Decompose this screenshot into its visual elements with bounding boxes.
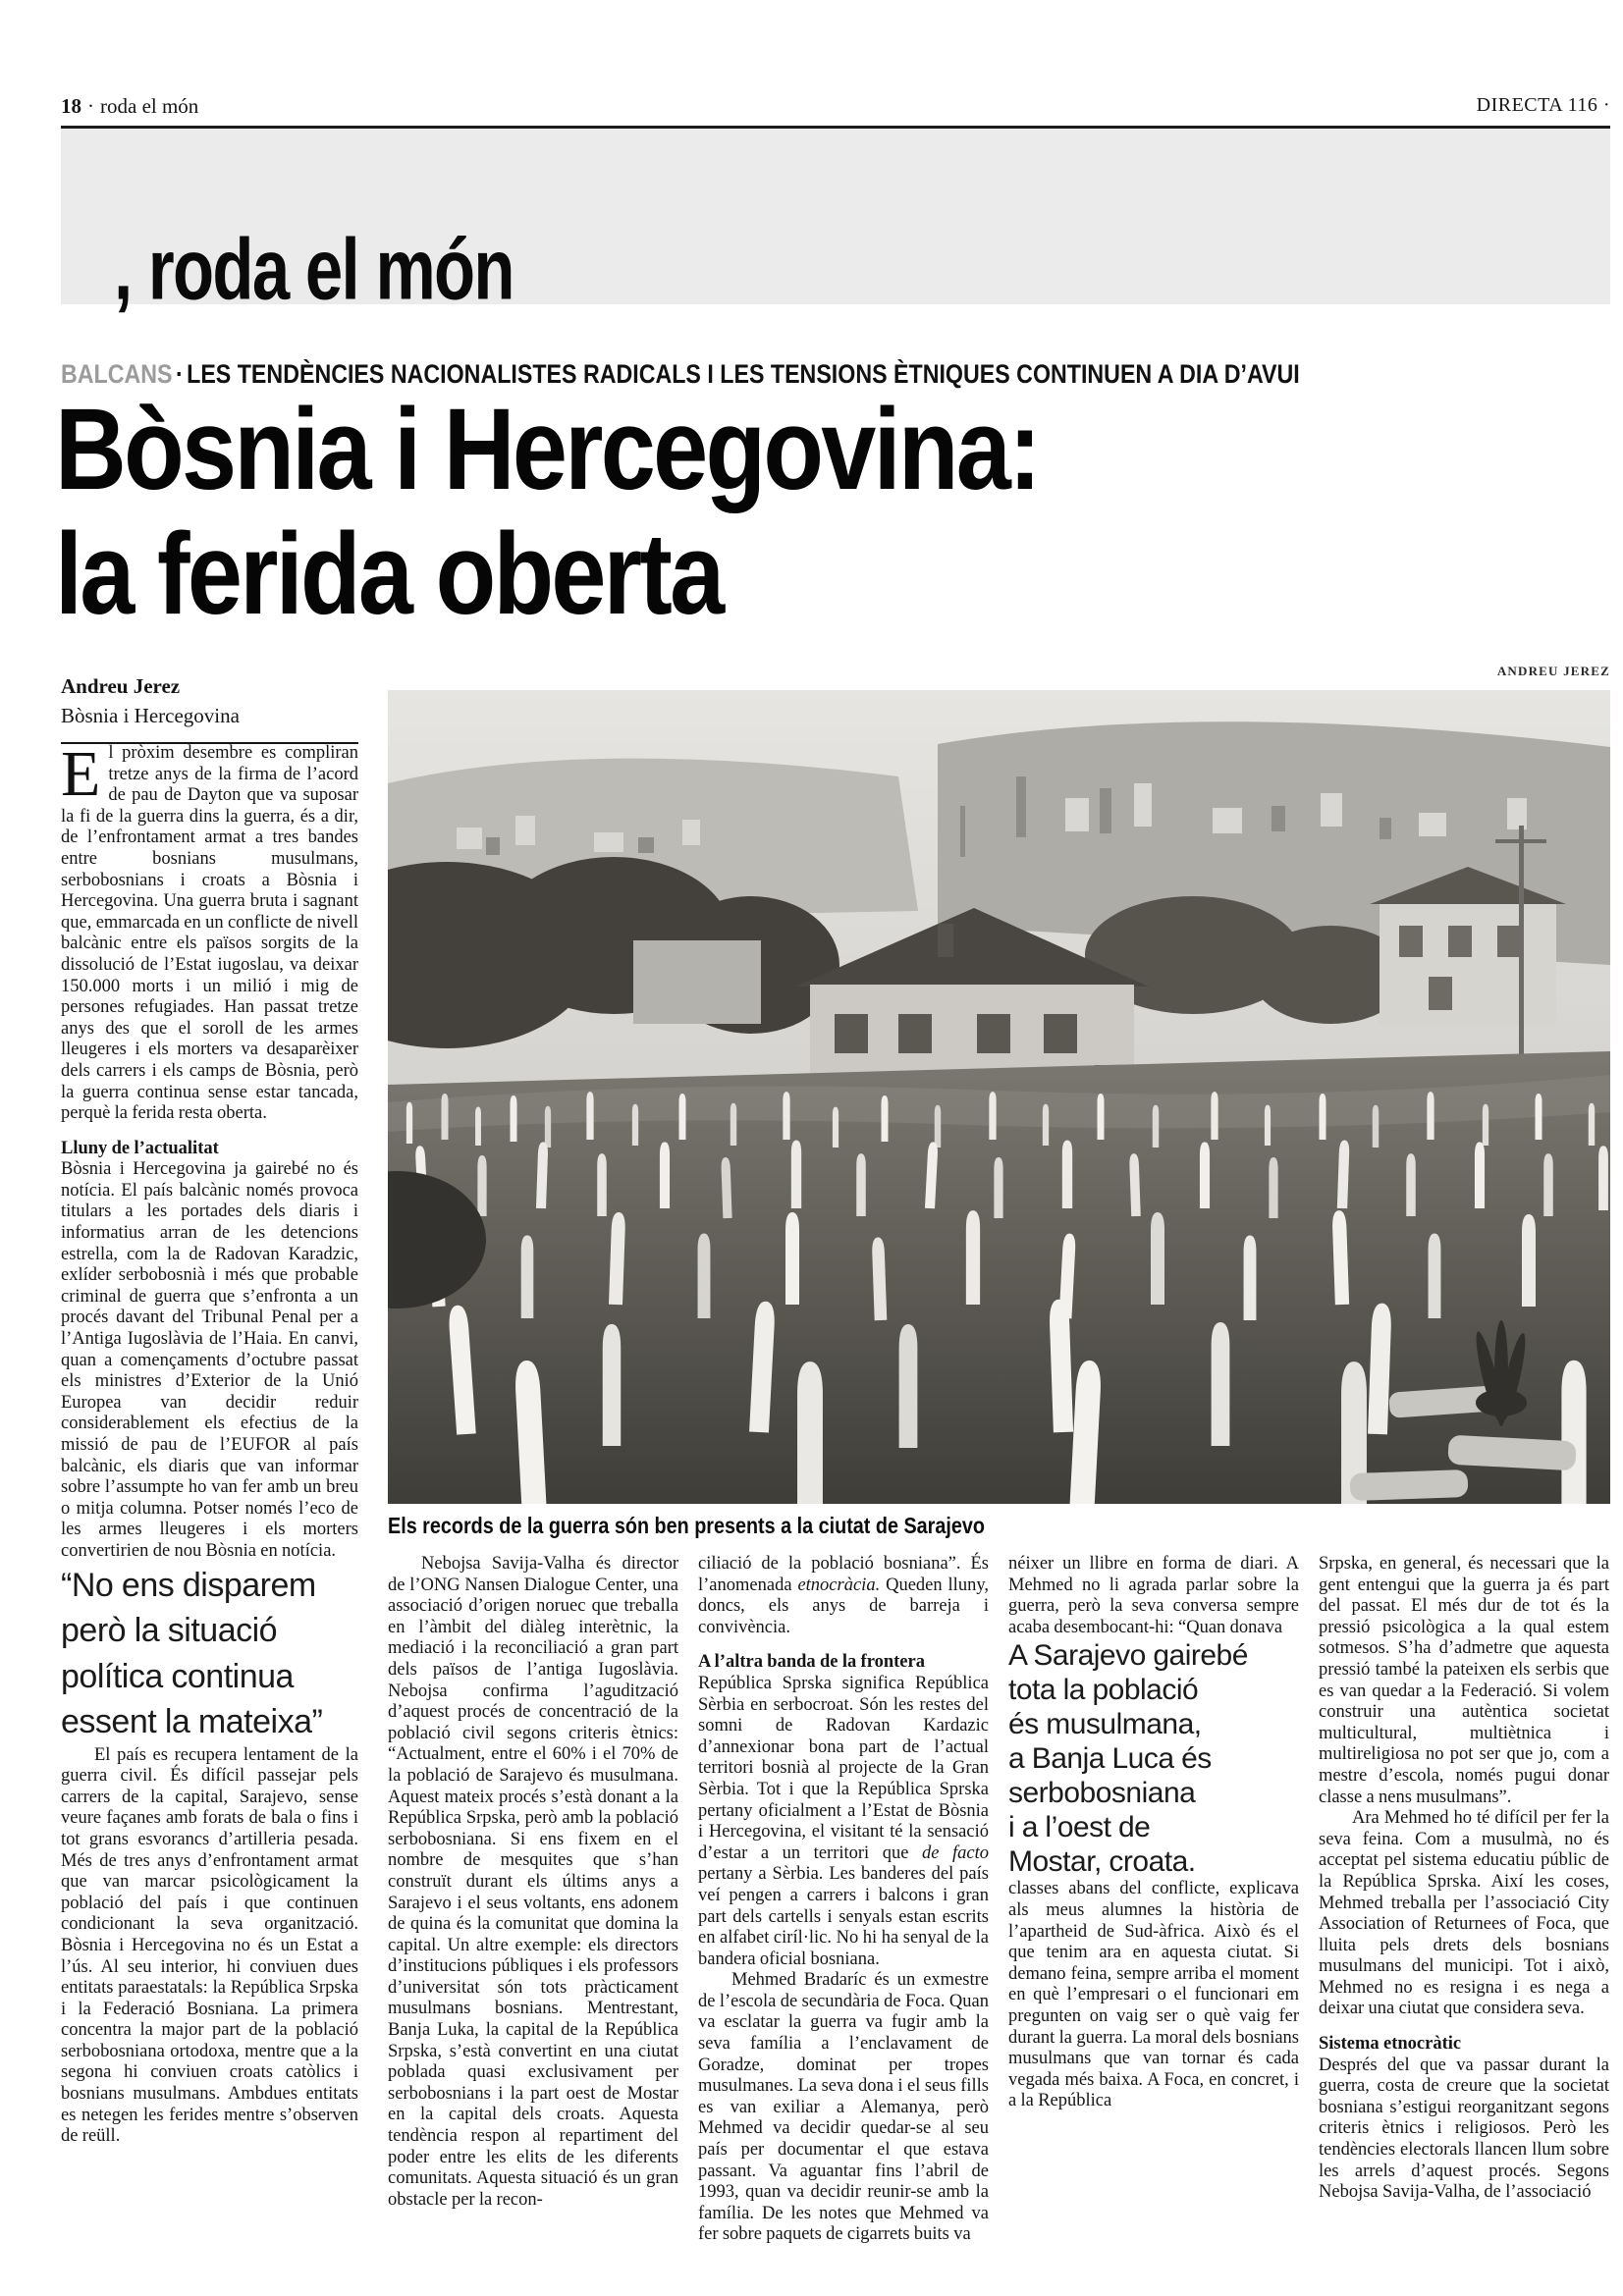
subhead-lluny: Lluny de l’actualitat [61, 1138, 219, 1158]
kicker-text: LES TENDÈNCIES NACIONALISTES RADICALS I LES TENSIONS ÈTNIQUES CONTINUEN A DIA D’AVUI [187, 359, 1300, 389]
kicker-separator: · [175, 359, 184, 389]
byline-location: Bòsnia i Hercegovina [61, 704, 240, 727]
article-column-2 [388, 1554, 678, 2246]
cemetery-photo-illustration [388, 690, 1610, 1504]
section-banner [61, 129, 1610, 318]
paragraph: Ara Mehmed ho té difícil per fer la seva feina. Com a musulmà, no és acceptat pel sistema educatiu públic de la República Sprska. Així les coses, Mehmed treballa per l’associació City Association of Returnees of Foca, que lluita pels drets dels bosnians musulmans del municipi. Tot i això, Mehmed no es resigna i es nega a deixar una ciutat que considera seva. [1319, 1808, 1609, 2019]
subhead-frontera: A l’altra banda de la frontera [698, 1652, 925, 1673]
folio-left [61, 94, 198, 119]
paragraph: néixer un llibre en forma de diari. A Mehmed no li agrada parlar sobre la guerra, però la seva conversa sempre acaba desembocant-hi: “Quan donava [1008, 1554, 1299, 1637]
drop-cap: E [61, 738, 101, 810]
photo-caption: Els records de la guerra són ben presents a la ciutat de Sarajevo [388, 1513, 985, 1538]
paragraph: Mehmed Bradaríc és un exmestre de l’escola de secundària de Foca. Quan va esclatar la guerra va fugir amb la seva família a l’enclavament de Goradze, dominat per tropes musulmanes. La seva dona i el seus fills es van exiliar a Alemanya, però Mehmed va decidir quedar-se al seu país per documentar el que estava passant. Va aguantar fins l’abril de 1993, quan va decidir reunir-se amb la família. De les notes que Mehmed va fer sobre paquets de cigarrets buits va [698, 1970, 989, 2245]
article-column-1 [61, 738, 358, 2148]
section-name: roda el món [100, 94, 199, 118]
paragraph: Nebojsa Savija-Valha és director de l’ONG Nansen Dialogue Center, una associació d’origen noruec que treballa en l’àmbit del diàleg interètnic, la mediació i la reconciliació a gran part dels països de l’antiga Iugoslàvia. Nebojsa confirma l’agudització d’aquest procés de concentració de la població civil segons criteris ètnics: “Actualment, entre el 60% i el 70% de la població de Sarajevo és musulmana. Aquest mateix procés s’està donant a la República Srpska, però amb la població serbobosniana. Si ens fixem en el nombre de mesquites que s’han construït durant els últims anys a Sarajevo i el seus voltants, ens adonem de quina és la comunitat que domina la capital. Un altre exemple: els directors d’institucions públiques i els professors d’universitat són tots pràcticament musulmans bosnians. Mentrestant, Banja Luka, la capital de la República Srpska, s’està convertint en una ciutat poblada quasi exclusivament per serbobosnians i la part oest de Mostar en la capital dels croats. Aquesta tendència respon al repartiment del poder entre les elits de les diferents comunitats. Aquesta situació és un gran obstacle per la recon- [388, 1554, 678, 2210]
page-header [61, 94, 1610, 119]
italic-term: de facto [922, 1842, 989, 1863]
paragraph: República Sprska significa República Sèrbia en serbocroat. Són les restes del somni de Radovan Kardazic d’annexionar bona part de l’actual territori bosnià al projecte de la Gran Sèrbia. Tot i que la República Sprska pertany oficialment a l’Estat de Bòsnia i Hercegovina, el visitant té la sensació d’estar a un territori que de facto pertany a Sèrbia. Les banderes del país veí pengen a carrers i balcons i gran part dels cartells i senyals estan escrits en alfabet ciríl·lic. No hi ha senyal de la bandera oficial bosniana. [698, 1673, 989, 1969]
paragraph: ciliació de la població bosniana”. És l’anomenada etnocràcia. Queden lluny, doncs, els anys de barreja i convivència. [698, 1554, 989, 1637]
headline-line1: Bòsnia i Hercegovina: [55, 384, 1039, 514]
paragraph: Bòsnia i Hercegovina ja gairebé no és notícia. El país balcànic només provoca titulars a les portades dels diaris i informatius arran de les detencions estrella, com la de Radovan Karadzic, exlíder serbobosnià i més que probable criminal de guerra que s’enfronta a un procés davant del Tribunal Penal per a l’Antiga Iugoslàvia de l’Haia. En canvi, quan a començaments d’octubre passat els ministres d’Exterior de la Unió Europea van decidir reduir considerablement els efectius de la missió de pau de l’EUFOR al país balcànic, els diaris que van informar sobre l’assumpte ho van fer amb un breu o mitja columna. Potser només l’eco de les armes lleugeres i els morters convertirien de nou Bòsnia en notícia. [61, 1159, 358, 1561]
paragraph: El pròxim desembre es compliran tretze anys de la firma de l’acord de pau de Dayton que va suposar la fi de la guerra dins la guerra, és a dir, de l’enfrontament armat a tres bandes entre bosnians musulmans, serbobosnians i croats a Bòsnia i Hercegovina. Una guerra bruta i sagnant que, emmarcada en un conflicte de nivell balcànic entre els països sorgits de la dissolució de l’Estat iugoslau, va deixar 150.000 morts i un milió i mig de persones refugiades. Han passat tretze anys des que el soroll de les armes lleugeres i els morters va desaparèixer dels carrers i els camps de Bòsnia, però la guerra continua sense estar tancada, perquè la ferida resta oberta. [61, 738, 358, 1124]
headline [55, 384, 1039, 639]
section-banner-title: , roda el món [114, 221, 514, 318]
byline-author: Andreu Jerez [61, 674, 181, 698]
article-column-3 [698, 1554, 989, 2246]
byline [61, 671, 358, 744]
page-number: 18 [61, 94, 81, 118]
italic-term: etnocràcia. [797, 1575, 881, 1595]
pull-quote-1: “No ens disparem però la situació política continua essent la mateixa” [61, 1566, 323, 1741]
folio-separator: · [87, 94, 94, 118]
paragraph: classes abans del conflicte, explicava als meus alumnes la història de l’apartheid de Sud-àfrica. Això és el que tenim ara en aquesta ciutat. Si demano feina, sempre arriba el moment en què l’empresari o el funcionari em pregunten on vaig ser o què vaig fer durant la guerra. La moral dels bosnians musulmans que van tornar és cada vegada més baixa. A Foca, en concret, i a la República [1008, 1879, 1299, 2111]
subhead-sistema: Sistema etnocràtic [1319, 2034, 1462, 2055]
paragraph: Srpska, en general, és necessari que la gent entengui que la guerra ja és part del passat. El més dur de tot és la pressió psicològica a la qual estem sotmesos. S’ha d’admetre que aquesta pressió també la pateixen els serbis que es van quedar a la Federació. Si volem construir una autèntica societat multicultural, multiètnica i multireligiosa no pot ser que jo, com a mestre d’escola, només pugui donar classe a nens musulmans”. [1319, 1554, 1609, 1807]
article-column-4 [1008, 1554, 1299, 2246]
paragraph: El país es recupera lentament de la guerra civil. És difícil passejar pels carrers de la capital, Sarajevo, sense veure façanes amb forats de bala o fins i tot grans esvorancs d’artilleria pesada. Més de tres anys d’enfrontament armat que van marcar psicològicament la població del país i que continuen condicionant la seva organització. Bòsnia i Hercegovina no és un Estat a l’ús. Al seu interior, hi conviuen dues entitats paraestatals: la República Srpska i la Federació Bosniana. La primera concentra la major part de la població serbobosniana ortodoxa, mentre que a la segona hi conviuen croats catòlics i bosnians musulmans. Ambdues entitats es netegen les ferides mentre s’observen de reüll. [61, 1744, 358, 2147]
article-columns [388, 1554, 1610, 2246]
article-column-5 [1319, 1554, 1609, 2246]
article-photo [388, 690, 1610, 1504]
issue-number: DIRECTA 116 · [1476, 94, 1610, 116]
photo-credit: ANDREU JEREZ [1496, 664, 1610, 678]
kicker-tag: BALCANS [61, 359, 173, 389]
paragraph: Després del que va passar durant la guerra, costa de creure que la societat bosniana s’estigui reorganitzant segons criteris ètnics i religiosos. Però les tendències electorals llancen llum sobre les arrels d’aquest procés. Segons Nebojsa Savija-Valha, de l’associació [1319, 2055, 1609, 2203]
headline-line2: la ferida oberta [55, 508, 723, 639]
pull-quote-2: A Sarajevo gairebé tota la població és musulmana, a Banja Luca és serbobosniana i a l’oest de Mostar, croata. [1008, 1639, 1248, 1879]
